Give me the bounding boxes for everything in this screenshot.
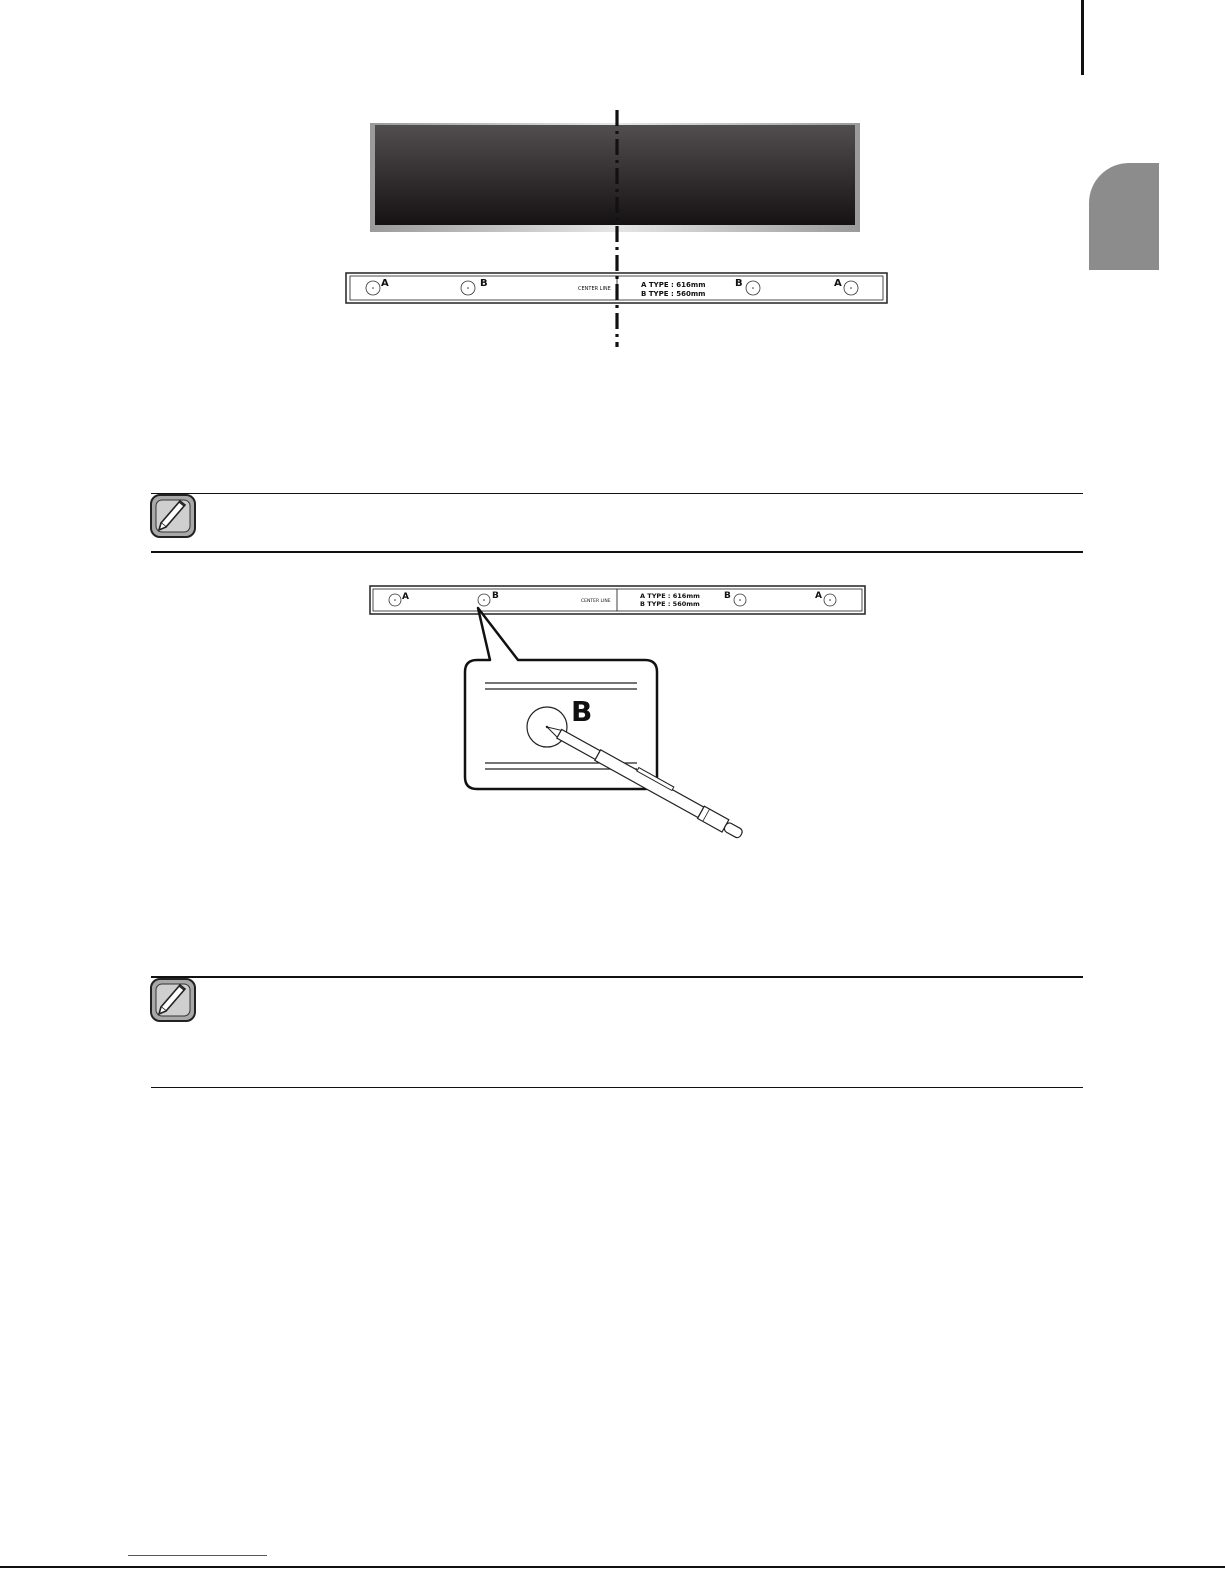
note-pencil-icon (149, 977, 197, 1023)
tv-template-figure (340, 105, 900, 355)
note2-rule-top (151, 976, 1083, 978)
template2-center-line: CENTER LINE (581, 599, 611, 604)
page-marker-line (1081, 0, 1084, 75)
template-zoom-figure (360, 580, 880, 855)
note2-rule-bottom (151, 1087, 1083, 1088)
template-label-b-right: B (735, 278, 743, 289)
template2-label-b-right: B (724, 591, 731, 601)
template-center-line: CENTER LINE (578, 286, 611, 292)
template-a-type: A TYPE : 616mm (641, 281, 706, 289)
zoom-callout-label: B (571, 695, 593, 728)
template-label-b-left: B (480, 278, 488, 289)
section-tab (1089, 163, 1159, 270)
note-pencil-icon (149, 493, 197, 539)
zoom-callout-bubble (465, 608, 657, 789)
note-rule-top (151, 493, 1083, 494)
template2-label-a-left: A (402, 592, 409, 602)
footer-rule (0, 1566, 1225, 1568)
template-b-type: B TYPE : 560mm (641, 290, 706, 298)
template2-a-type: A TYPE : 616mm (640, 592, 700, 600)
footer-underline (128, 1555, 267, 1556)
template2-b-type: B TYPE : 560mm (640, 600, 700, 608)
template2-label-b-left: B (492, 591, 499, 601)
template-label-a-left: A (381, 278, 389, 289)
template-label-a-right: A (834, 278, 842, 289)
tv-screen (375, 125, 855, 225)
note-rule-bottom (151, 551, 1083, 553)
template2-label-a-right: A (815, 591, 822, 601)
template-strip-2 (370, 586, 865, 614)
